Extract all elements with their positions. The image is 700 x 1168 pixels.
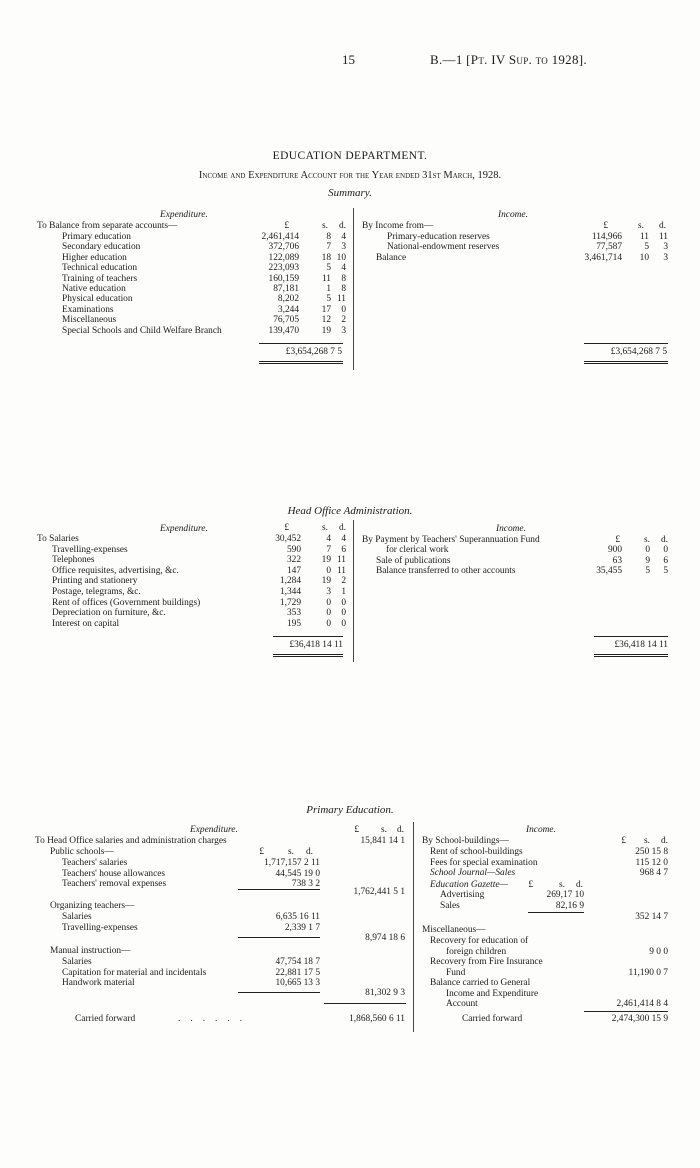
summary-exp-row-pounds: 87,181	[273, 284, 299, 294]
head-office-inc-total-rule	[594, 636, 668, 637]
head-office-exp-row-shillings: 0	[326, 618, 331, 629]
summary-inc-row-pence: 11	[658, 232, 668, 242]
summary-exp-row-pounds: 2,461,414	[261, 232, 299, 242]
gazette-row-amount: 269,17 10	[546, 890, 584, 900]
summary-inc-row	[0, 253, 668, 264]
head-office-exp-row-pence: 0	[341, 597, 346, 608]
head-office-exp-row-pounds: 195	[286, 618, 301, 629]
summary-inc-total-underline-2	[584, 363, 668, 364]
primary-exp-carried-amount: 1,868,560 6 11	[349, 1014, 405, 1024]
public-schools-row-amount: 44,545 19 0	[275, 868, 320, 879]
head-office-inc-row-pence: 5	[663, 566, 668, 576]
misc-row-label-1: Recovery for education of	[430, 936, 529, 946]
primary-head-office-total: 15,841 14 1	[360, 836, 405, 846]
primary-divider	[413, 822, 414, 1032]
summary-exp-total-underline-2	[259, 363, 343, 364]
primary-inc-intro: By School-buildings—	[422, 836, 509, 846]
unit-shillings: s.	[381, 825, 387, 835]
summary-inc-total-rule	[584, 343, 668, 344]
summary-exp-row-pence: 8	[341, 273, 346, 284]
head-office-inc-row	[0, 566, 668, 577]
summary-exp-row-pounds: 223,093	[268, 263, 299, 274]
head-office-exp-row-shillings: 19	[321, 576, 331, 587]
unit-pence: d.	[305, 847, 313, 857]
primary-inc-carried-label: Carried forward	[462, 1014, 523, 1024]
summary-exp-row	[0, 326, 353, 337]
public-schools-label: Public schools—	[50, 847, 114, 857]
head-office-exp-row-pounds: 322	[286, 555, 301, 566]
public-schools-row-label: Teachers' removal expenses	[62, 879, 167, 890]
head-office-exp-row-pounds: 1,284	[279, 576, 301, 587]
unit-pence: d.	[338, 221, 346, 231]
summary-inc-row-label: Balance	[376, 252, 407, 263]
organizing-rule	[238, 937, 320, 938]
head-office-exp-row-label: Office requisites, advertising, &c.	[52, 565, 179, 576]
summary-exp-row-pence: 8	[341, 284, 346, 294]
summary-exp-row-shillings: 8	[326, 232, 331, 242]
unit-pence: d.	[660, 836, 668, 846]
public-schools-row-amount: 1,717,157 2 11	[264, 858, 320, 868]
misc-row-label-2: Fund	[446, 968, 466, 978]
unit-shillings: s.	[288, 847, 294, 857]
head-office-inc-row-pence: 0	[663, 545, 668, 555]
head-office-inc-row-pounds: 63	[612, 556, 622, 566]
head-office-exp-total-rule	[273, 636, 343, 637]
organizing-row-label: Salaries	[62, 912, 92, 922]
head-office-exp-total: £36,418 14 11	[289, 640, 343, 650]
head-office-exp-row-pounds: 30,452	[275, 534, 301, 544]
head-office-inc-row-label: By Payment by Teachers' Superannuation Fund	[362, 535, 540, 545]
head-office-exp-row-pounds: 590	[286, 544, 301, 555]
summary-inc-row-pounds: 77,587	[596, 242, 622, 253]
unit-pounds: £	[284, 523, 289, 533]
primary-inc-row-label: Rent of school-buildings	[430, 847, 523, 857]
gazette-units	[413, 880, 583, 891]
summary-exp-row-shillings: 1	[326, 284, 331, 294]
head-office-inc-total: £36,418 14 11	[614, 640, 668, 650]
summary-exp-row-pence: 4	[341, 232, 346, 242]
summary-exp-row-pence: 0	[341, 304, 346, 315]
summary-inc-row-pence: 3	[663, 242, 668, 253]
head-office-inc-row-label: Balance transferred to other accounts	[376, 566, 516, 576]
primary-inc-row-label: Fees for special examination	[430, 857, 538, 868]
document-reference: B.—1 [Pt. IV Sup. to 1928].	[430, 52, 587, 67]
balance-line: Balance carried to General	[430, 978, 531, 988]
summary-exp-row	[0, 274, 353, 285]
summary-exp-row-label: Physical education	[62, 294, 133, 305]
summary-exp-row-label: Primary education	[62, 232, 131, 242]
page-subtitle: Income and Expenditure Account for the Year ended 31st March, 1928.	[198, 170, 502, 181]
summary-inc-row	[0, 232, 668, 243]
head-office-exp-row-pounds: 1,729	[279, 597, 301, 608]
summary-inc-row-pence: 3	[663, 252, 668, 263]
manual-row-amount: 10,665 13 3	[275, 978, 320, 989]
summary-inc-row-label: National-endowment reserves	[387, 242, 500, 253]
misc-label: Miscellaneous—	[422, 925, 486, 935]
summary-heading: Summary.	[328, 187, 372, 199]
head-office-exp-row-pence: 6	[341, 544, 346, 555]
head-office-exp-row-pence: 0	[341, 618, 346, 629]
head-office-inc-total-underline-2	[594, 656, 668, 657]
unit-pence: d.	[575, 880, 583, 890]
unit-pence: d.	[338, 523, 346, 533]
primary-exp-units	[0, 825, 413, 836]
head-office-exp-row-pence: 2	[341, 576, 346, 587]
summary-exp-row-label: Examinations	[62, 304, 114, 315]
summary-exp-row-pence: 4	[341, 263, 346, 274]
summary-exp-heading: Expenditure.	[160, 210, 208, 220]
head-office-heading: Head Office Administration.	[287, 505, 413, 517]
head-office-exp-row-label: Rent of offices (Government buildings)	[52, 597, 201, 608]
manual-label: Manual instruction—	[50, 946, 131, 956]
gazette-row-label: Sales	[440, 900, 460, 911]
organizing-row-amount: 2,339 1 7	[284, 922, 320, 933]
summary-exp-row	[0, 284, 353, 295]
head-office-exp-row-shillings: 0	[326, 565, 331, 576]
summary-exp-row-pence: 2	[341, 315, 346, 326]
summary-exp-row-shillings: 7	[326, 242, 331, 253]
head-office-exp-row-label: To Salaries	[37, 534, 79, 544]
primary-inc-row-amount: 968 4 7	[639, 868, 668, 879]
unit-pounds: £	[354, 825, 359, 835]
head-office-exp-row-shillings: 0	[326, 608, 331, 619]
unit-pounds: £	[621, 836, 626, 846]
summary-exp-total: £3,654,268 7 5	[285, 347, 342, 357]
primary-inc-carried-amount: 2,474,300 15 9	[611, 1014, 668, 1024]
summary-exp-row-pounds: 76,705	[273, 315, 299, 326]
summary-exp-row-pounds: 122,089	[268, 252, 299, 263]
manual-row-amount: 22,881 17 5	[275, 967, 320, 978]
manual-rule	[238, 992, 320, 993]
summary-exp-row-shillings: 5	[326, 263, 331, 274]
summary-exp-intro: To Balance from separate accounts—	[37, 221, 178, 231]
head-office-inc-row	[0, 556, 668, 567]
summary-inc-row-shillings: 11	[639, 232, 649, 242]
misc-row-label-2: foreign children	[446, 946, 507, 957]
head-office-exp-row-pounds: 353	[286, 608, 301, 619]
head-office-inc-row-label: Sale of publications	[376, 556, 451, 566]
head-office-exp-total-underline	[273, 654, 343, 655]
unit-shillings: s.	[644, 535, 650, 545]
head-office-exp-row-pence: 1	[341, 587, 346, 597]
manual-row-amount: 47,754 18 7	[275, 957, 320, 967]
primary-exp-carried-rule	[324, 1003, 406, 1004]
summary-inc-row-pounds: 3,461,714	[584, 252, 622, 263]
public-schools-row-label: Teachers' salaries	[62, 858, 128, 868]
summary-exp-total-underline	[259, 361, 343, 362]
head-office-inc-row-shillings: 0	[645, 545, 650, 555]
unit-shillings: s.	[322, 523, 328, 533]
summary-exp-row-label: Native education	[62, 284, 126, 294]
head-office-exp-row	[0, 619, 353, 630]
head-office-exp-heading: Expenditure.	[160, 524, 208, 534]
head-office-exp-row-label: Interest on capital	[52, 618, 120, 629]
head-office-inc-row-pence: 6	[663, 556, 668, 566]
summary-exp-total-rule	[259, 343, 343, 344]
head-office-exp-row-shillings: 0	[326, 597, 331, 608]
organizing-row-label: Travelling-expenses	[62, 922, 138, 933]
summary-exp-row-shillings: 17	[321, 304, 331, 315]
head-office-exp-row-label: Postage, telegrams, &c.	[52, 587, 141, 597]
summary-exp-row-shillings: 18	[321, 252, 331, 263]
head-office-inc-row-shillings: 9	[645, 556, 650, 566]
summary-inc-total-underline	[584, 361, 668, 362]
unit-shillings: s.	[638, 221, 644, 231]
summary-inc-heading: Income.	[498, 210, 528, 220]
summary-exp-row-label: Special Schools and Child Welfare Branch	[62, 325, 222, 336]
summary-inc-intro: By Income from—	[362, 221, 434, 231]
head-office-exp-row	[0, 587, 353, 598]
primary-exp-carried-dots: ......	[178, 1014, 253, 1024]
primary-exp-heading: Expenditure.	[190, 825, 238, 835]
summary-exp-row-pence: 11	[336, 294, 346, 305]
manual-row-label: Capitation for material and incidentals	[62, 967, 207, 978]
head-office-exp-row-pence: 11	[336, 555, 346, 566]
summary-inc-row-pounds: 114,966	[591, 232, 622, 242]
summary-exp-row-shillings: 12	[321, 315, 331, 326]
summary-exp-row-pence: 3	[341, 242, 346, 253]
unit-pounds: £	[259, 847, 264, 857]
public-schools-rule	[238, 889, 320, 890]
primary-inc-row-label: School Journal—Sales	[430, 868, 516, 879]
unit-pounds: £	[615, 535, 620, 545]
head-office-exp-row	[0, 598, 353, 609]
primary-inc-row-amount: 250 15 8	[635, 847, 668, 857]
unit-pounds: £	[528, 880, 533, 890]
summary-inc-row-label: Primary-education reserves	[387, 232, 490, 242]
head-office-exp-row-shillings: 4	[326, 534, 331, 544]
summary-exp-row	[0, 305, 353, 316]
gazette-label: Education Gazette—	[430, 880, 508, 890]
summary-exp-row-pence: 3	[341, 325, 346, 336]
head-office-exp-row-pounds: 147	[286, 565, 301, 576]
balance-line: Account	[446, 999, 478, 1010]
summary-exp-row-pounds: 372,706	[268, 242, 299, 253]
head-office-inc-row	[0, 535, 668, 546]
summary-inc-row-shillings: 10	[639, 252, 649, 263]
head-office-exp-row	[0, 576, 353, 587]
primary-head-office-label: To Head Office salaries and administration charges	[35, 836, 227, 846]
summary-exp-row	[0, 315, 353, 326]
primary-heading: Primary Education.	[306, 804, 394, 816]
public-schools-row-label: Teachers' house allowances	[62, 868, 166, 879]
head-office-exp-row	[0, 608, 353, 619]
summary-exp-row-shillings: 11	[321, 273, 331, 284]
balance-line: Income and Expenditure	[446, 988, 539, 999]
summary-exp-row-label: Secondary education	[62, 242, 141, 253]
summary-exp-row-pence: 10	[336, 252, 346, 263]
manual-row-label: Handwork material	[62, 978, 135, 989]
unit-pence: d.	[660, 535, 668, 545]
summary-inc-row-shillings: 5	[644, 242, 649, 253]
summary-inc-row	[0, 242, 668, 253]
summary-exp-row-pounds: 160,159	[268, 273, 299, 284]
head-office-exp-row-pounds: 1,344	[279, 587, 301, 597]
head-office-exp-row-shillings: 7	[326, 544, 331, 555]
head-office-exp-row-label: Printing and stationery	[52, 576, 138, 587]
balance-amount: 2,461,414 8 4	[616, 999, 668, 1009]
public-schools-row-amount: 738 3 2	[291, 879, 320, 890]
gazette-row-label: Advertising	[440, 890, 485, 900]
page-title: EDUCATION DEPARTMENT.	[272, 150, 428, 162]
primary-inc-heading: Income.	[526, 825, 556, 835]
gazette-total: 352 14 7	[635, 912, 668, 922]
gazette-row-amount: 82,16 9	[555, 900, 584, 911]
primary-inc-row-amount: 115 12 0	[635, 857, 668, 868]
unit-pence: d.	[658, 221, 666, 231]
summary-exp-row	[0, 263, 353, 274]
unit-pounds: £	[284, 221, 289, 231]
unit-pounds: £	[603, 221, 608, 231]
summary-exp-row	[0, 294, 353, 305]
primary-inc-carried-rule	[584, 1011, 668, 1012]
head-office-inc-row-shillings: 5	[645, 566, 650, 576]
manual-total: 81,302 9 3	[365, 988, 405, 998]
head-office-exp-row-label: Travelling-expenses	[52, 544, 128, 555]
summary-exp-row-shillings: 5	[326, 294, 331, 305]
summary-exp-row-shillings: 19	[321, 325, 331, 336]
head-office-exp-row-label: Telephones	[52, 555, 95, 566]
head-office-exp-units	[0, 523, 353, 534]
head-office-inc-total-underline	[594, 654, 668, 655]
primary-exp-inner-units	[0, 847, 318, 858]
organizing-label: Organizing teachers—	[50, 901, 135, 911]
primary-exp-carried-label: Carried forward	[75, 1014, 136, 1024]
public-schools-total: 1,762,441 5 1	[353, 887, 405, 897]
unit-shillings: s.	[559, 880, 565, 890]
unit-shillings: s.	[322, 221, 328, 231]
summary-inc-total: £3,654,268 7 5	[610, 347, 667, 357]
summary-exp-row-pounds: 3,244	[277, 304, 299, 315]
unit-shillings: s.	[644, 836, 650, 846]
summary-exp-row-label: Training of teachers	[62, 273, 138, 284]
misc-row-label-1: Recovery from Fire Insurance	[430, 957, 543, 968]
head-office-exp-row-pence: 4	[341, 534, 346, 544]
gazette-rule	[528, 912, 584, 913]
summary-exp-row-label: Technical education	[62, 263, 138, 274]
summary-exp-row-label: Miscellaneous	[62, 315, 117, 326]
head-office-exp-row-pence: 11	[336, 565, 346, 576]
summary-exp-row-pounds: 139,470	[268, 325, 299, 336]
unit-pence: d.	[396, 825, 404, 835]
summary-exp-row-label: Higher education	[62, 252, 127, 263]
summary-exp-row-pounds: 8,202	[277, 294, 299, 305]
head-office-exp-row-label: Depreciation on furniture, &c.	[52, 608, 166, 619]
organizing-total: 8,974 18 6	[365, 933, 405, 943]
head-office-inc-row	[0, 545, 668, 556]
head-office-inc-row-label: for clerical work	[386, 545, 449, 555]
head-office-exp-row-shillings: 19	[321, 555, 331, 566]
manual-row-label: Salaries	[62, 957, 92, 967]
misc-row-amount: 11,190 0 7	[628, 968, 668, 978]
head-office-exp-row-pence: 0	[341, 608, 346, 619]
head-office-inc-heading: Income.	[496, 524, 526, 534]
head-office-inc-row-pounds: 900	[607, 545, 622, 555]
head-office-inc-row-pounds: 35,455	[596, 566, 622, 576]
misc-row-amount: 9 0 0	[649, 946, 668, 957]
head-office-exp-row-shillings: 3	[326, 587, 331, 597]
head-office-exp-total-underline-2	[273, 656, 343, 657]
page-number: 15	[342, 52, 355, 67]
organizing-row-amount: 6,635 16 11	[275, 912, 320, 922]
